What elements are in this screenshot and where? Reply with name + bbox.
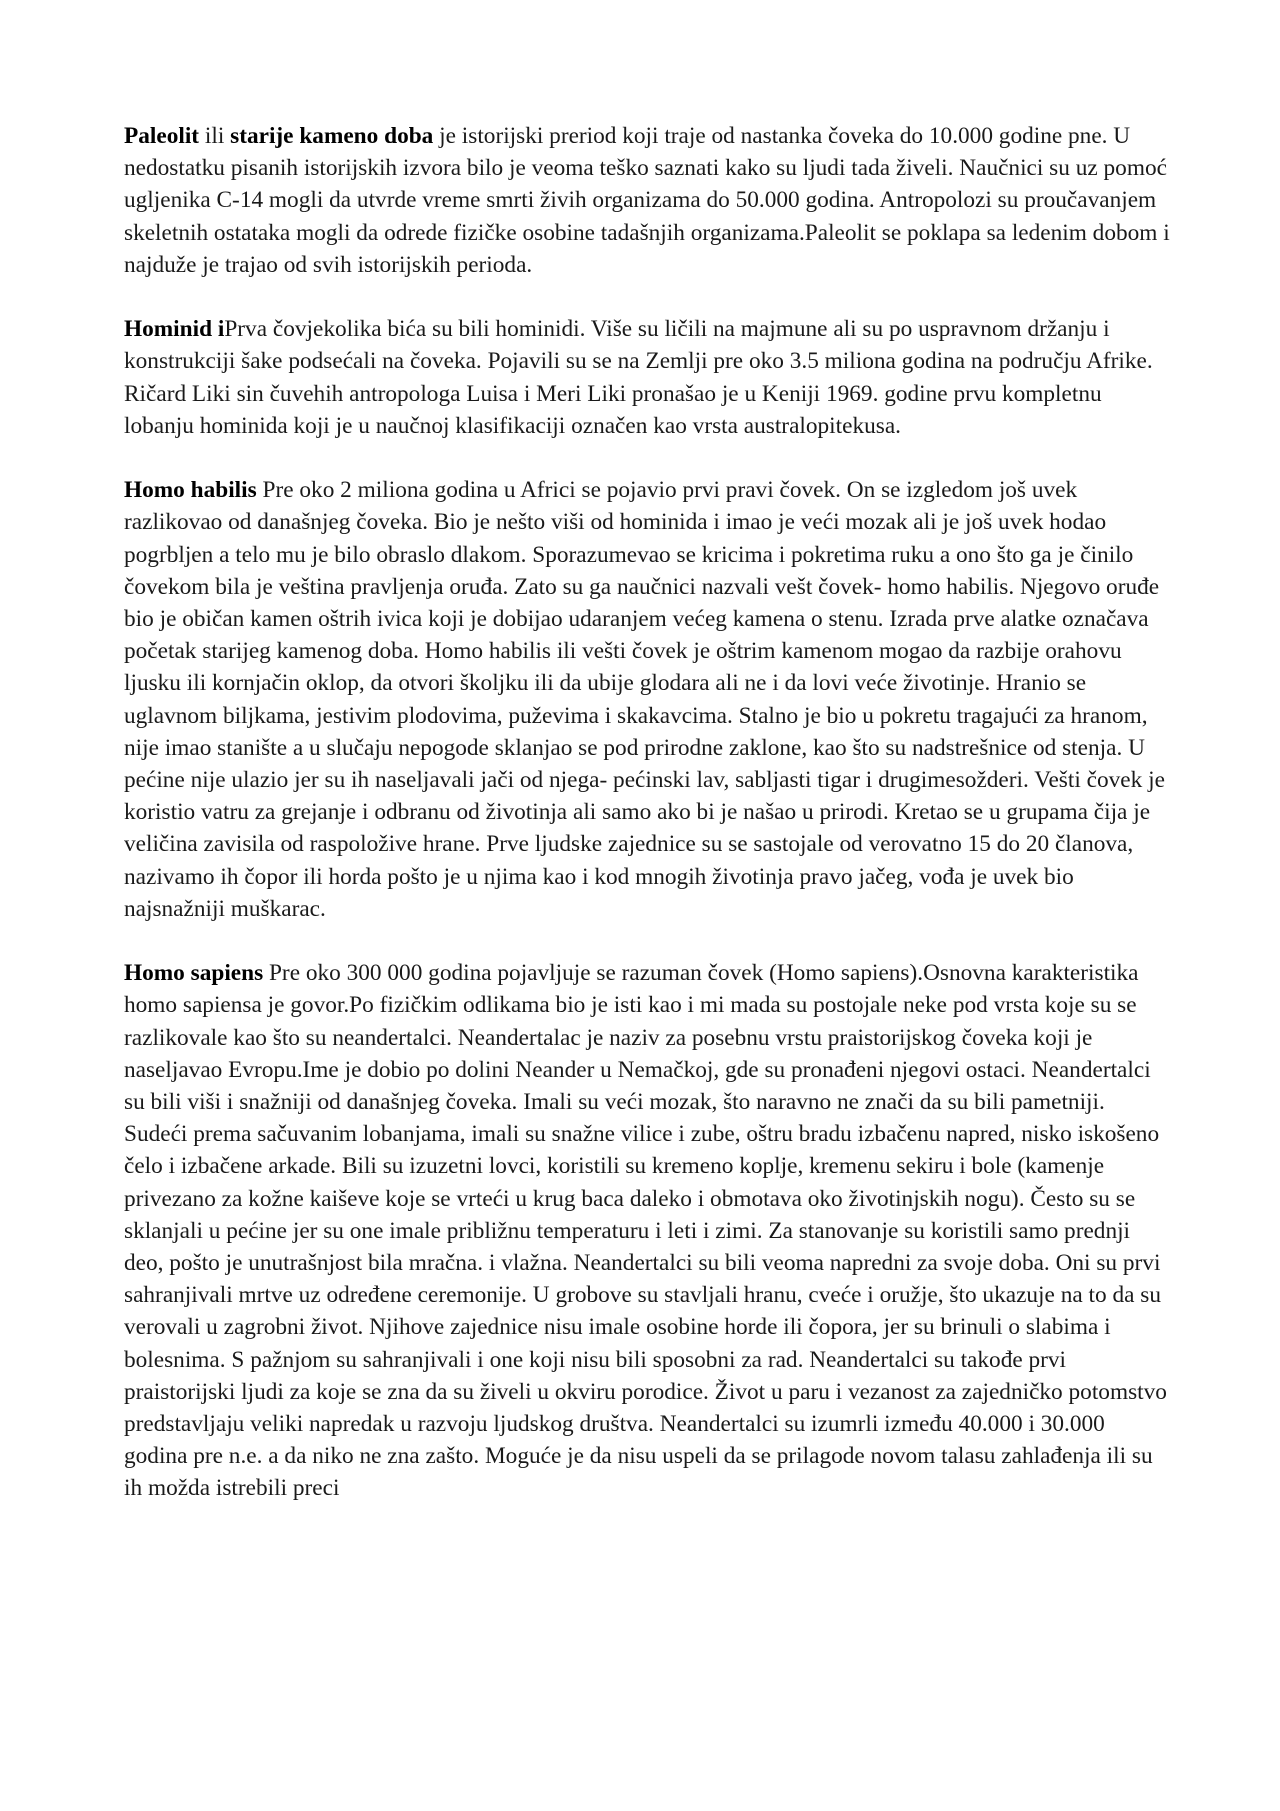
paragraph-paleolit	[124, 120, 1172, 281]
paragraph-text: ili	[199, 123, 231, 149]
term-homo-habilis: Homo habilis	[124, 477, 257, 504]
term-hominid: Hominid i	[124, 316, 225, 343]
paragraph-text: je istorijski preriod koji traje od nastanka čoveka do 10.000 godine pne. U nedostatku pisanih istorijskih izvora bilo je veoma teško saznati kako su ljudi tada živeli. Naučnici su uz pomoć ugljenika C-14 mogli da utvrde vreme smrti živih organizama do 50.000 godina. Antropolozi su proučavanjem skeletnih ostataka mogli da odrede fizičke osobine tadašnjih organizama.Paleolit se poklapa sa ledenim dobom i najduže je trajao od svih istorijskih perioda.	[124, 123, 1170, 278]
term-starije-kameno-doba: starije kameno doba	[230, 123, 434, 149]
document-page	[124, 120, 1172, 1537]
paragraph-text: Prva čovjekolika bića su bili hominidi. Više su ličili na majmune ali su po uspravnom držanju i konstrukciji šake podsećali na čoveka. Pojavili su se na Zemlji pre oko 3.5 miliona godina na području Afrike. Ričard Liki sin čuvehih antropologa Luisa i Meri Liki pronašao je u Keniji 1969. godine prvu kompletnu lobanju hominida koji je u naučnoj klasifikaciji označen kao vrsta australopitekusa.	[124, 316, 1153, 439]
paragraph-text: Pre oko 300 000 godina pojavljuje se razuman čovek (Homo sapiens).Osnovna karakteristika homo sapiensa je govor.Po fizičkim odlikama bio je isti kao i mi mada su postojale neke pod vrsta koje su se razlikovale kao što su neandertalci. Neandertalac je naziv za posebnu vrstu praistorijskog čoveka koji je naseljavao Evropu.Ime je dobio po dolini Neander u Nemačkoj, gde su pronađeni njegovi ostaci. Neandertalci su bili viši i snažniji od današnjeg čoveka. Imali su veći mozak, što naravno ne znači da su bili pametniji. Sudeći prema sačuvanim lobanjama, imali su snažne vilice i zube, oštru bradu izbačenu napred, nisko iskošeno čelo i izbačene arkade. Bili su izuzetni lovci, koristili su kremeno koplje, kremenu sekiru i bole (kamenje privezano za kožne kaiševe koje se vrteći u krug baca daleko i obmotava oko životinjskih nogu). Često su se sklanjali u pećine jer su one imale približnu temperaturu i leti i zimi. Za stanovanje su koristili samo prednji deo, pošto je unutrašnjost bila mračna. i vlažna. Neandertalci su bili veoma napredni za svoje doba. Oni su prvi sahranjivali mrtve uz određene ceremonije. U grobove su stavljali hranu, cveće i oružje, što ukazuje na to da su verovali u zagrobni život. Njihove zajednice nisu imale osobine horde ili čopora, jer su brinuli o slabima i bolesnima. S pažnjom su sahranjivali i one koji nisu bili sposobni za rad. Neandertalci su takođe prvi praistorijski ljudi za koje se zna da su živeli u okviru porodice. Život u paru i vezanost za zajedničko potomstvo predstavljaju veliki napredak u razvoju ljudskog društva. Neandertalci su izumrli između 40.000 i 30.000 godina pre n.e. a da niko ne zna zašto. Moguće je da nisu uspeli da se prilagode novom talasu zahlađenja ili su ih možda istrebili preci	[124, 960, 1167, 1502]
paragraph-hominid	[124, 313, 1172, 442]
paragraph-homo-sapiens	[124, 957, 1172, 1504]
paragraph-homo-habilis	[124, 474, 1172, 925]
term-homo-sapiens: Homo sapiens	[124, 960, 264, 987]
term-paleolit: Paleolit	[124, 123, 200, 149]
paragraph-text: Pre oko 2 miliona godina u Africi se pojavio prvi pravi čovek. On se izgledom još uvek razlikovao od današnjeg čoveka. Bio je nešto viši od hominida i imao je veći mozak ali je još uvek hodao pogrbljen a telo mu je bilo obraslo dlakom. Sporazumevao se kricima i pokretima ruku a ono što ga je činilo čovekom bila je veština pravljenja oruđa. Zato su ga naučnici nazvali vešt čovek- homo habilis. Njegovo oruđe bio je običan kamen oštrih ivica koji je dobijao udaranjem većeg kamena o stenu. Izrada prve alatke označava početak starijeg kamenog doba. Homo habilis ili vešti čovek je oštrim kamenom mogao da razbije orahovu ljusku ili kornjačin oklop, da otvori školjku ili da ubije glodara ali ne i da lovi veće životinje. Hranio se uglavnom biljkama, jestivim plodovima, puževima i skakavcima. Stalno je bio u pokretu tragajući za hranom, nije imao stanište a u slučaju nepogode sklanjao se pod prirodne zaklone, kao što su nadstrešnice od stenja. U pećine nije ulazio jer su ih naseljavali jači od njega- pećinski lav, sabljasti tigar i drugimesožderi. Vešti čovek je koristio vatru za grejanje i odbranu od životinja ali samo ako bi je našao u prirodi. Kretao se u grupama čija je veličina zavisila od raspoložive hrane. Prve ljudske zajednice su se sastojale od verovatno 15 do 20 članova, nazivamo ih čopor ili horda pošto je u njima kao i kod mnogih životinja pravo jačeg, vođa je uvek bio najsnažniji muškarac.	[124, 477, 1165, 922]
